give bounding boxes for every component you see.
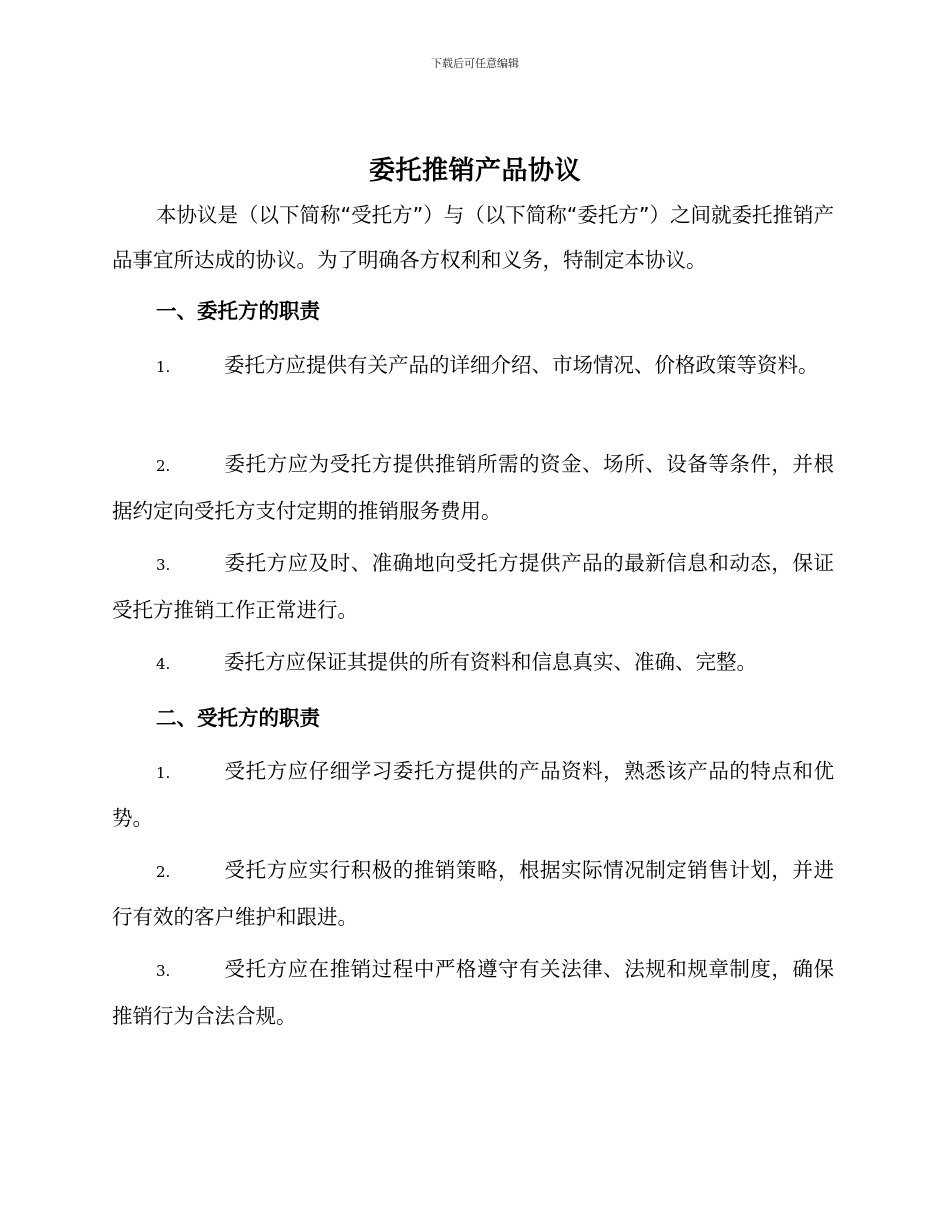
item-number: 4. (156, 655, 171, 673)
item-number: 3. (156, 962, 171, 980)
list-item (112, 848, 834, 940)
item-text: 委托方应及时、准确地向受托方提供产品的最新信息和动态，保证受托方推销工作正常进行。 (112, 551, 834, 622)
list-item (112, 442, 834, 534)
list-item (112, 541, 834, 633)
list-item (112, 749, 834, 841)
item-number: 1. (156, 358, 171, 376)
section-heading-principal-duties: 一、委托方的职责 (156, 299, 320, 323)
item-text: 受托方应在推销过程中严格遵守有关法律、法规和规章制度，确保推销行为合法合规。 (112, 957, 834, 1028)
item-text: 受托方应仔细学习委托方提供的产品资料，熟悉该产品的特点和优势。 (112, 759, 834, 830)
item-text: 委托方应保证其提供的所有资料和信息真实、准确、完整。 (224, 650, 757, 674)
section-heading-agent-duties: 二、受托方的职责 (156, 706, 320, 730)
header-note: 下载后可任意编辑 (431, 57, 519, 70)
item-text: 受托方应实行积极的推销策略，根据实际情况制定销售计划，并进行有效的客户维护和跟进。 (112, 858, 834, 929)
item-number: 2. (156, 863, 171, 881)
item-text: 委托方应为受托方提供推销所需的资金、场所、设备等条件，并根据约定向受托方支付定期的推销服务费用。 (112, 452, 834, 523)
list-item (112, 947, 834, 1039)
list-item (112, 640, 834, 687)
item-number: 1. (156, 764, 171, 782)
item-number: 2. (156, 457, 171, 475)
intro-paragraph: 本协议是（以下简称“受托方”）与（以下简称“委托方”）之间就委托推销产品事宜所达成的协议。为了明确各方权利和义务，特制定本协议。 (112, 203, 834, 272)
item-number: 3. (156, 556, 171, 574)
list-item (112, 343, 834, 390)
item-text: 委托方应提供有关产品的详细介绍、市场情况、价格政策等资料。 (224, 353, 819, 377)
document-title: 委托推销产品协议 (368, 156, 581, 186)
